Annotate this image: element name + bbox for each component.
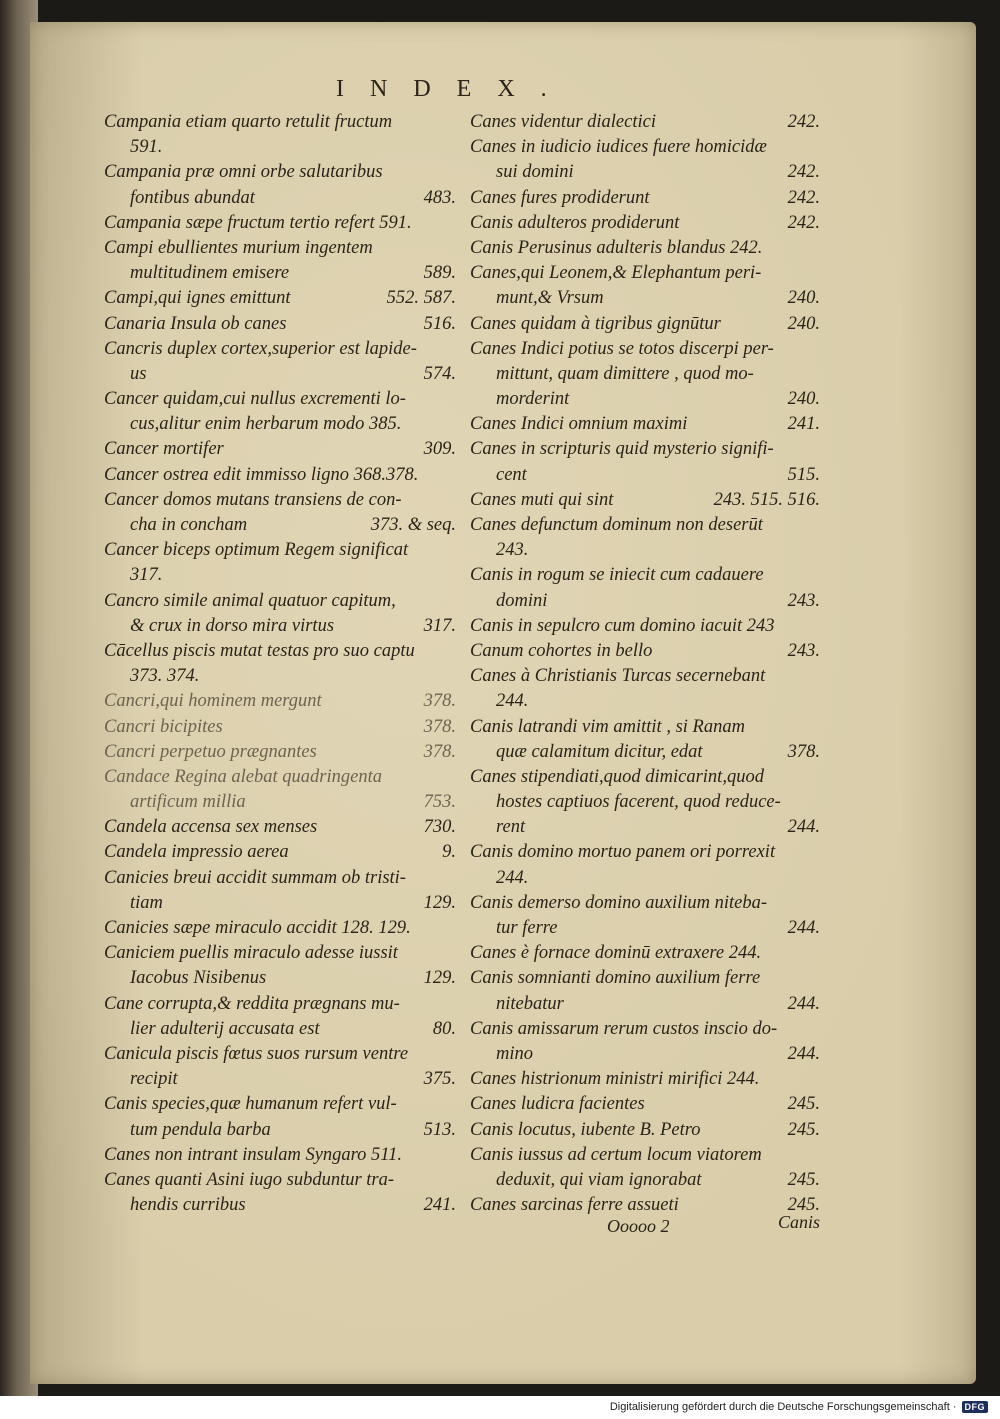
index-entry-line <box>104 790 456 815</box>
index-entry-text: sui domini <box>496 162 574 183</box>
index-entry-text: Cane corrupta,& reddita prægnans mu- <box>104 993 400 1014</box>
index-entry-line <box>470 1143 820 1168</box>
index-page-number: 244. <box>787 993 820 1014</box>
index-entry-line <box>104 236 456 261</box>
index-entry-text: Canes videntur dialectici <box>470 112 656 132</box>
index-entry-line <box>470 1168 820 1193</box>
index-entry-line <box>470 412 820 437</box>
index-entry-line <box>104 261 456 286</box>
index-entry-text: recipit <box>130 1069 178 1090</box>
index-page-number: 317. <box>423 615 456 636</box>
index-entry-line <box>104 312 456 337</box>
index-entry <box>104 639 456 689</box>
index-entry <box>104 236 456 286</box>
index-entry-line <box>470 463 820 488</box>
index-page-number: 513. <box>423 1119 456 1140</box>
index-entry-line <box>104 437 456 462</box>
index-entry-text: Canes non intrant insulam Syngaro 511. <box>104 1144 403 1165</box>
index-entry-text: Cancer ostrea edit immisso ligno 368.378. <box>104 464 419 485</box>
index-entry-line <box>470 437 820 462</box>
index-entry-line <box>470 941 820 966</box>
index-entry <box>470 211 820 236</box>
index-entry-line <box>470 286 820 311</box>
catchword: Canis <box>778 1212 821 1232</box>
index-entry <box>470 664 820 714</box>
index-entry-text: Canum cohortes in bello <box>470 640 653 661</box>
index-entry-text: Canicies breui accidit summam ob tristi- <box>104 867 406 888</box>
index-entry-line <box>470 186 820 211</box>
index-entry-text: Canis iussus ad certum locum viatorem <box>470 1144 762 1165</box>
index-page-number: 243. <box>787 590 820 611</box>
index-entry-line <box>104 1017 456 1042</box>
index-entry-text: Cancer biceps optimum Regem significat <box>104 540 409 561</box>
index-entry <box>104 815 456 840</box>
index-entry-line <box>470 211 820 236</box>
index-entry-line <box>104 1193 456 1218</box>
index-entry-line <box>104 135 456 160</box>
index-entry-text: Canis amissarum rerum custos inscio do- <box>470 1018 778 1039</box>
index-page-number: 516. <box>423 313 456 334</box>
index-entry-text: hendis curribus <box>130 1195 246 1216</box>
index-entry <box>104 437 456 462</box>
index-entry-line <box>470 715 820 740</box>
index-entry-line <box>104 362 456 387</box>
index-page-number: 309. <box>423 439 456 460</box>
index-entry-line <box>470 664 820 689</box>
index-entry-text: lier adulterij accusata est <box>130 1018 320 1039</box>
index-entry <box>470 614 820 639</box>
dfg-logo-icon: DFG <box>962 1401 989 1413</box>
index-page-number: 730. <box>423 817 456 838</box>
index-entry-text: domini <box>496 590 548 611</box>
index-entry <box>470 563 820 613</box>
index-entry-line <box>104 840 456 865</box>
index-entry-text: nitebatur <box>496 993 564 1014</box>
index-entry <box>104 488 456 538</box>
index-page-number: 245. <box>787 1119 820 1140</box>
index-entry <box>470 966 820 1016</box>
index-entry-text: 244. <box>496 867 529 888</box>
index-entry-text: Candace Regina alebat quadringenta <box>104 766 382 787</box>
index-entry-text: morderint <box>496 389 570 410</box>
index-entry <box>104 866 456 916</box>
index-entry-line <box>470 966 820 991</box>
index-entry-text: tur ferre <box>496 918 558 938</box>
index-entry <box>470 337 820 413</box>
index-entry <box>104 941 456 991</box>
index-entry-line <box>470 866 820 891</box>
index-entry-text: Canes Indici potius se totos discerpi per- <box>470 338 774 359</box>
index-page-number: 241. <box>787 414 820 435</box>
index-entry-line <box>470 563 820 588</box>
index-entry-line <box>104 941 456 966</box>
index-entry-line <box>104 110 456 135</box>
index-page-number: 378. <box>423 741 456 762</box>
index-entry <box>470 513 820 563</box>
index-page-number: 240. <box>787 313 820 334</box>
index-entry-line <box>470 236 820 261</box>
index-entry-text: rent <box>496 817 526 838</box>
index-entry-text: Canes è fornace dominū extraxere 244. <box>470 943 762 964</box>
index-entry-text: artificum millia <box>130 792 246 813</box>
index-entry-line <box>104 1118 456 1143</box>
index-entry <box>104 992 456 1042</box>
index-entry <box>470 1067 820 1092</box>
index-page-number: 240. <box>787 288 820 309</box>
index-page-number: 378. <box>423 691 456 712</box>
index-entry <box>104 1042 456 1092</box>
index-page-number: 378. <box>787 741 820 762</box>
index-entry-line <box>104 689 456 714</box>
index-page-number: 378. <box>423 716 456 737</box>
index-entry <box>470 1092 820 1117</box>
index-entry-line <box>470 916 820 941</box>
index-entry-line <box>470 513 820 538</box>
index-entry-line <box>470 689 820 714</box>
index-entry-line <box>104 639 456 664</box>
index-entry-text: tiam <box>130 892 163 913</box>
index-entry-line <box>470 1092 820 1117</box>
index-page-number: 243. 515. 516. <box>713 489 820 510</box>
index-entry-text: Cancer quidam,cui nullus excrementi lo- <box>104 389 406 410</box>
index-entry-text: Cācellus piscis mutat testas pro suo captu <box>104 640 415 661</box>
index-entry-text: Canes quanti Asini iugo subduntur tra- <box>104 1169 395 1190</box>
index-entry-text: Canes,qui Leonem,& Elephantum peri- <box>470 263 762 284</box>
index-entry <box>104 286 456 311</box>
index-entry <box>470 1118 820 1143</box>
index-entry-line <box>104 186 456 211</box>
index-entry <box>104 740 456 765</box>
index-entry-line <box>470 815 820 840</box>
index-entry-text: Canes muti qui sint <box>470 489 614 510</box>
index-entry <box>104 689 456 714</box>
index-entry-text: Canes stipendiati,quod dimicarint,quod <box>470 766 764 787</box>
index-entry-line <box>104 589 456 614</box>
index-entry <box>104 840 456 865</box>
index-entry-text: Canes in scripturis quid mysterio signifi- <box>470 439 774 460</box>
index-entry-text: quæ calamitum dicitur, edat <box>496 741 703 762</box>
index-entry-text: Cancro simile animal quatuor capitum, <box>104 590 396 611</box>
index-entry-line <box>470 337 820 362</box>
index-entry <box>470 135 820 185</box>
index-entry-line <box>104 563 456 588</box>
index-entry <box>104 1143 456 1168</box>
index-page-number: 753. <box>423 792 456 813</box>
index-entry <box>104 715 456 740</box>
index-entry-line <box>470 1017 820 1042</box>
index-entry-line <box>104 387 456 412</box>
index-entry-text: 244. <box>496 691 529 712</box>
index-entry <box>104 160 456 210</box>
index-entry-line <box>470 790 820 815</box>
index-entry-line <box>470 589 820 614</box>
index-entry-text: Canicies sæpe miraculo accidit 128. 129. <box>104 918 411 938</box>
index-entry-text: Canis latrandi vim amittit , si Ranam <box>470 716 745 737</box>
index-page-number: 242. <box>787 187 820 208</box>
index-entry <box>104 916 456 941</box>
index-entry <box>470 437 820 487</box>
index-page-number: 9. <box>442 842 456 863</box>
index-entry-text: Campania sæpe fructum tertio refert 591. <box>104 212 412 233</box>
index-entry <box>104 312 456 337</box>
index-entry <box>470 488 820 513</box>
index-entry-text: Canes ludicra facientes <box>470 1094 645 1115</box>
index-entry-line <box>470 840 820 865</box>
index-entry-line <box>470 110 820 135</box>
index-entry-text: Canis species,quæ humanum refert vul- <box>104 1094 397 1115</box>
index-entry <box>104 211 456 236</box>
index-entry-text: Canis somnianti domino auxilium ferre <box>470 968 761 989</box>
index-entry-text: fontibus abundat <box>130 187 255 208</box>
index-entry <box>470 412 820 437</box>
index-entry-text: Canis adulteros prodiderunt <box>470 212 680 233</box>
index-entry <box>104 337 456 387</box>
index-entry-line <box>104 966 456 991</box>
index-page-number: 240. <box>787 389 820 410</box>
index-entry <box>470 186 820 211</box>
index-column-left <box>104 110 456 1218</box>
index-entry <box>104 463 456 488</box>
index-entry-text: Campania etiam quarto retulit fructum <box>104 112 393 132</box>
index-entry <box>470 941 820 966</box>
index-entry <box>104 1168 456 1218</box>
index-entry-line <box>104 916 456 941</box>
index-entry-text: Canes sarcinas ferre assueti <box>470 1195 679 1216</box>
index-page-number: 574. <box>423 363 456 384</box>
index-entry <box>470 891 820 941</box>
index-entry <box>104 110 456 160</box>
index-page-number: 244. <box>787 817 820 838</box>
index-entry-text: Canes à Christianis Turcas secernebant <box>470 666 766 687</box>
index-entry-text: & crux in dorso mira virtus <box>130 615 335 636</box>
index-page-number: 375. <box>423 1069 456 1090</box>
index-entry-text: us <box>130 363 147 384</box>
index-entry-text: cent <box>496 464 527 485</box>
index-page-number: 244. <box>787 918 820 938</box>
index-entry-text: Caniciem puellis miraculo adesse iussit <box>104 943 398 964</box>
index-entry-text: Cancri perpetuo prægnantes <box>104 741 317 762</box>
index-entry-line <box>470 614 820 639</box>
index-entry <box>470 312 820 337</box>
digitization-footer <box>610 1401 988 1413</box>
index-entry-text: 317. <box>130 565 163 586</box>
index-page-number: 129. <box>423 968 456 989</box>
index-entry-text: Campi ebullientes murium ingentem <box>104 237 373 258</box>
index-entry-line <box>470 488 820 513</box>
index-entry-text: cus,alitur enim herbarum modo 385. <box>130 414 402 435</box>
index-entry-line <box>104 765 456 790</box>
index-entry-line <box>104 286 456 311</box>
index-entry <box>470 1143 820 1193</box>
footer-text: Digitalisierung gefördert durch die Deutsche Forschungsgemeinschaft · <box>609 1401 957 1413</box>
index-entry-line <box>104 513 456 538</box>
index-page-number: 483. <box>423 187 456 208</box>
index-entry-text: Cancris duplex cortex,superior est lapide- <box>104 338 417 359</box>
index-entry-text: mino <box>496 1043 533 1064</box>
index-page-number: 245. <box>787 1094 820 1115</box>
index-entry-line <box>104 715 456 740</box>
index-entry-text: Canes histrionum ministri mirifici 244. <box>470 1069 760 1090</box>
index-page-number: 80. <box>432 1018 456 1039</box>
index-entry-text: mittunt, quam dimittere , quod mo- <box>496 363 754 384</box>
index-entry-line <box>104 463 456 488</box>
signature-mark: Ooooo 2 <box>607 1216 670 1236</box>
index-page-number: 242. <box>787 162 820 183</box>
index-entry-text: Canis demerso domino auxilium niteba- <box>470 892 768 913</box>
index-entry-text: Canis domino mortuo panem ori porrexit <box>470 842 776 863</box>
index-entry-line <box>104 740 456 765</box>
index-entry-text: Canes quidam à tigribus gignūtur <box>470 313 721 334</box>
index-page-number: 244. <box>787 1043 820 1064</box>
index-entry-text: 243. <box>496 540 529 561</box>
index-entry-line <box>470 387 820 412</box>
index-entry <box>104 589 456 639</box>
index-entry <box>470 236 820 261</box>
index-entry <box>470 639 820 664</box>
index-entry-line <box>104 160 456 185</box>
index-entry-text: Cancer domos mutans transiens de con- <box>104 489 402 510</box>
index-entry-text: hostes captiuos facerent, quod reduce- <box>496 792 781 813</box>
index-entry-line <box>470 1042 820 1067</box>
index-entry-line <box>104 815 456 840</box>
index-entry-line <box>104 866 456 891</box>
index-entry-line <box>104 664 456 689</box>
index-page-number: 129. <box>423 892 456 913</box>
index-entry-text: Cancer mortifer <box>104 439 224 460</box>
index-entry-text: Canis in rogum se iniecit cum cadauere <box>470 565 764 586</box>
index-entry-text: Cancri,qui hominem mergunt <box>104 691 322 712</box>
index-entry <box>470 1017 820 1067</box>
index-entry <box>470 765 820 841</box>
index-entry-line <box>470 891 820 916</box>
index-entry <box>470 840 820 890</box>
index-entry-text: multitudinem emisere <box>130 263 290 284</box>
index-entry-line <box>470 1067 820 1092</box>
index-entry-line <box>470 312 820 337</box>
index-entry <box>470 261 820 311</box>
index-entry-text: munt,& Vrsum <box>496 288 604 309</box>
index-entry-text: 373. 374. <box>130 666 200 687</box>
index-entry-line <box>470 765 820 790</box>
index-entry <box>470 1193 820 1218</box>
running-head: INDEX. <box>336 76 573 102</box>
index-entry-text: Canis Perusinus adulteris blandus 242. <box>470 237 763 258</box>
index-entry-text: Canis locutus, iubente B. Petro <box>470 1119 701 1140</box>
index-entry <box>104 538 456 588</box>
index-entry-line <box>104 337 456 362</box>
index-entry-line <box>104 538 456 563</box>
index-entry-line <box>104 1143 456 1168</box>
index-entry <box>104 765 456 815</box>
index-entry-text: Canicula piscis fœtus suos rursum ventre <box>104 1043 409 1064</box>
index-entry-line <box>104 614 456 639</box>
index-entry-line <box>104 1092 456 1117</box>
index-entry-text: Canis in sepulcro cum domino iacuit 243 <box>470 615 775 636</box>
index-entry-text: Iacobus Nisibenus <box>130 968 267 989</box>
index-entry-line <box>470 992 820 1017</box>
index-entry <box>104 1092 456 1142</box>
index-entry <box>104 387 456 437</box>
index-entry-text: Candela accensa sex menses <box>104 817 318 838</box>
index-entry-text: Campania præ omni orbe salutaribus <box>104 162 383 183</box>
index-entry-text: 591. <box>130 137 163 158</box>
index-page-number: 243. <box>787 640 820 661</box>
index-page-number: 245. <box>787 1195 820 1216</box>
index-entry <box>470 715 820 765</box>
index-entry-line <box>104 992 456 1017</box>
index-entry-text: cha in concham <box>130 515 248 535</box>
index-entry-text: Canes defunctum dominum non deserūt <box>470 515 763 535</box>
index-entry-text: tum pendula barba <box>130 1119 271 1140</box>
index-entry-line <box>470 160 820 185</box>
index-entry-line <box>104 412 456 437</box>
index-page-number: 552. 587. <box>386 288 456 309</box>
index-entry-text: Canes Indici omnium maximi <box>470 414 688 435</box>
index-page-number: 241. <box>423 1195 456 1216</box>
index-page-number: 589. <box>423 263 456 284</box>
index-entry-line <box>470 261 820 286</box>
index-entry-text: Cancri bicipites <box>104 716 223 737</box>
index-column-right <box>470 110 820 1218</box>
index-entry <box>470 110 820 135</box>
index-entry-text: deduxit, qui viam ignorabat <box>496 1169 702 1190</box>
index-entry-line <box>104 488 456 513</box>
index-entry-line <box>104 1067 456 1092</box>
index-entry-line <box>470 135 820 160</box>
index-page-number: 515. <box>787 464 820 485</box>
index-entry-text: Canaria Insula ob canes <box>104 313 287 334</box>
index-entry-line <box>470 1193 820 1218</box>
index-entry-line <box>470 362 820 387</box>
index-entry-text: Canes fures prodiderunt <box>470 187 650 208</box>
index-entry-text: Canes in iudicio iudices fuere homicidæ <box>470 137 767 158</box>
index-entry-text: Campi,qui ignes emittunt <box>104 288 291 309</box>
index-entry-line <box>470 538 820 563</box>
index-entry-line <box>104 211 456 236</box>
index-entry-line <box>104 1042 456 1067</box>
index-entry-text: Candela impressio aerea <box>104 842 289 863</box>
index-page-number: 242. <box>787 112 820 132</box>
index-page-number: 245. <box>787 1169 820 1190</box>
index-page-number: 242. <box>787 212 820 233</box>
index-entry-line <box>104 1168 456 1193</box>
index-entry-line <box>470 740 820 765</box>
index-page-number: 373. & seq. <box>370 515 456 535</box>
index-entry-line <box>470 1118 820 1143</box>
index-entry-line <box>470 639 820 664</box>
index-entry-line <box>104 891 456 916</box>
